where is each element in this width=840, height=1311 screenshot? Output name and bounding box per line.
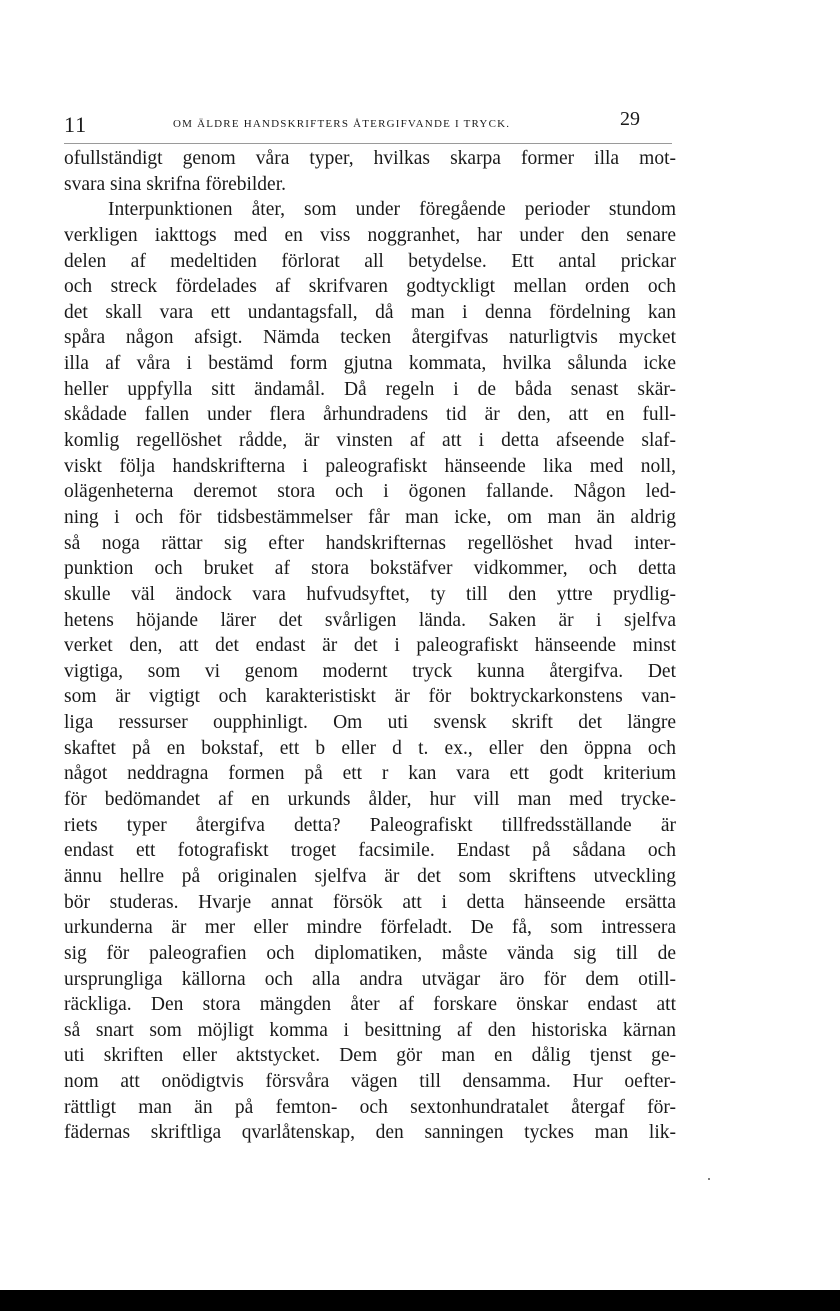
text-line: för bedömandet af en urkunds ålder, hur vill man med trycke-	[64, 789, 676, 811]
text-line: rättligt man än på femton- och sextonhundratalet återgaf för-	[64, 1096, 676, 1118]
text-line: ning i och för tidsbestämmelser får man icke, om man än aldrig	[64, 506, 676, 528]
header-rule	[64, 143, 672, 144]
text-line: det skall vara ett undantagsfall, då man i denna fördelning kan	[64, 301, 676, 323]
text-line: skådade fallen under flera århundradens tid är den, att en full-	[64, 404, 676, 426]
text-line: svara sina skrifna förebilder.	[64, 173, 287, 195]
text-line: skaftet på en bokstaf, ett b eller d t. ex., eller den öppna och	[64, 737, 676, 759]
text-line: spåra någon afsigt. Nämda tecken återgifvas naturligtvis mycket	[64, 327, 676, 349]
text-line: uti skriften eller aktstycket. Dem gör man en dålig tjenst ge-	[64, 1045, 676, 1067]
text-line: urkunderna är mer eller mindre förfeladt. De få, som intressera	[64, 917, 676, 939]
text-line: olägenheterna deremot stora och i ögonen fallande. Någon led-	[64, 481, 676, 503]
text-line: som är vigtigt och karakteristiskt är för boktryckarkonstens van-	[64, 686, 676, 708]
text-line: vigtiga, som vi genom modernt tryck kunna återgifva. Det	[64, 660, 676, 682]
text-line: komlig regellöshet rådde, är vinsten af att i detta afseende slaf-	[64, 430, 676, 452]
text-line: delen af medeltiden förlorat all betydelse. Ett antal prickar	[64, 250, 676, 272]
text-line: heller uppfylla sitt ändamål. Då regeln i de båda senast skär-	[64, 378, 676, 400]
text-line: Interpunktionen åter, som under föregående perioder stundom	[108, 199, 676, 221]
text-line: riets typer återgifva detta? Paleografiskt tillfredsställande är	[64, 814, 676, 836]
text-line: skulle väl ändock vara hufvudsyftet, ty till den yttre prydlig-	[64, 583, 676, 605]
text-line: liga ressurser oupphinligt. Om uti svensk skrift det längre	[64, 712, 676, 734]
running-title: OM ÄLDRE HANDSKRIFTERS ÅTERGIFVANDE I TRYCK.	[173, 118, 511, 130]
text-line: ursprungliga källorna och alla andra utvägar äro för dem otill-	[64, 968, 676, 990]
text-line: och streck fördelades af skrifvaren godtyckligt mellan orden och	[64, 276, 676, 298]
text-line: ofullständigt genom våra typer, hvilkas skarpa former illa mot-	[64, 148, 676, 169]
text-line: viskt följa handskrifterna i paleografiskt hänseende lika med noll,	[64, 455, 676, 477]
page-number: 29	[620, 108, 640, 130]
text-line: fädernas skriftliga qvarlåtenskap, den sanningen tyckes man lik-	[64, 1122, 676, 1144]
text-line: verket den, att det endast är det i paleografiskt hänseende minst	[64, 635, 676, 657]
text-line: något neddragna formen på ett r kan vara ett godt kriterium	[64, 763, 676, 785]
running-head	[64, 106, 684, 136]
text-line: räckliga. Den stora mängden åter af forskare önskar endast att	[64, 994, 676, 1016]
text-line: endast ett fotografiskt troget facsimile. Endast på sådana och	[64, 840, 676, 862]
text-line: sig för paleografien och diplomatiken, måste vända sig till de	[64, 942, 676, 964]
ink-speck	[708, 1178, 710, 1180]
section-number: 11	[64, 112, 88, 137]
scan-edge-band	[0, 1290, 840, 1311]
text-line: ännu hellre på originalen sjelfva är det som skriftens utveckling	[64, 865, 676, 887]
body-text	[64, 146, 676, 1146]
text-line: så snart som möjligt komma i besittning af den historiska kärnan	[64, 1019, 676, 1041]
text-line: verkligen iakttogs med en viss noggranhet, har under den senare	[64, 224, 676, 246]
text-line: punktion och bruket af stora bokstäfver vidkommer, och detta	[64, 558, 676, 580]
text-line: bör studeras. Hvarje annat försök att i detta hänseende ersätta	[64, 891, 676, 913]
text-line: nom att onödigtvis försvåra vägen till densamma. Hur oefter-	[64, 1071, 676, 1093]
text-line: hetens höjande lärer det svårligen lända. Saken är i sjelfva	[64, 609, 676, 631]
text-line: illa af våra i bestämd form gjutna kommata, hvilka sålunda icke	[64, 353, 676, 375]
text-line: så noga rättar sig efter handskrifternas regellöshet hvad inter-	[64, 532, 676, 554]
